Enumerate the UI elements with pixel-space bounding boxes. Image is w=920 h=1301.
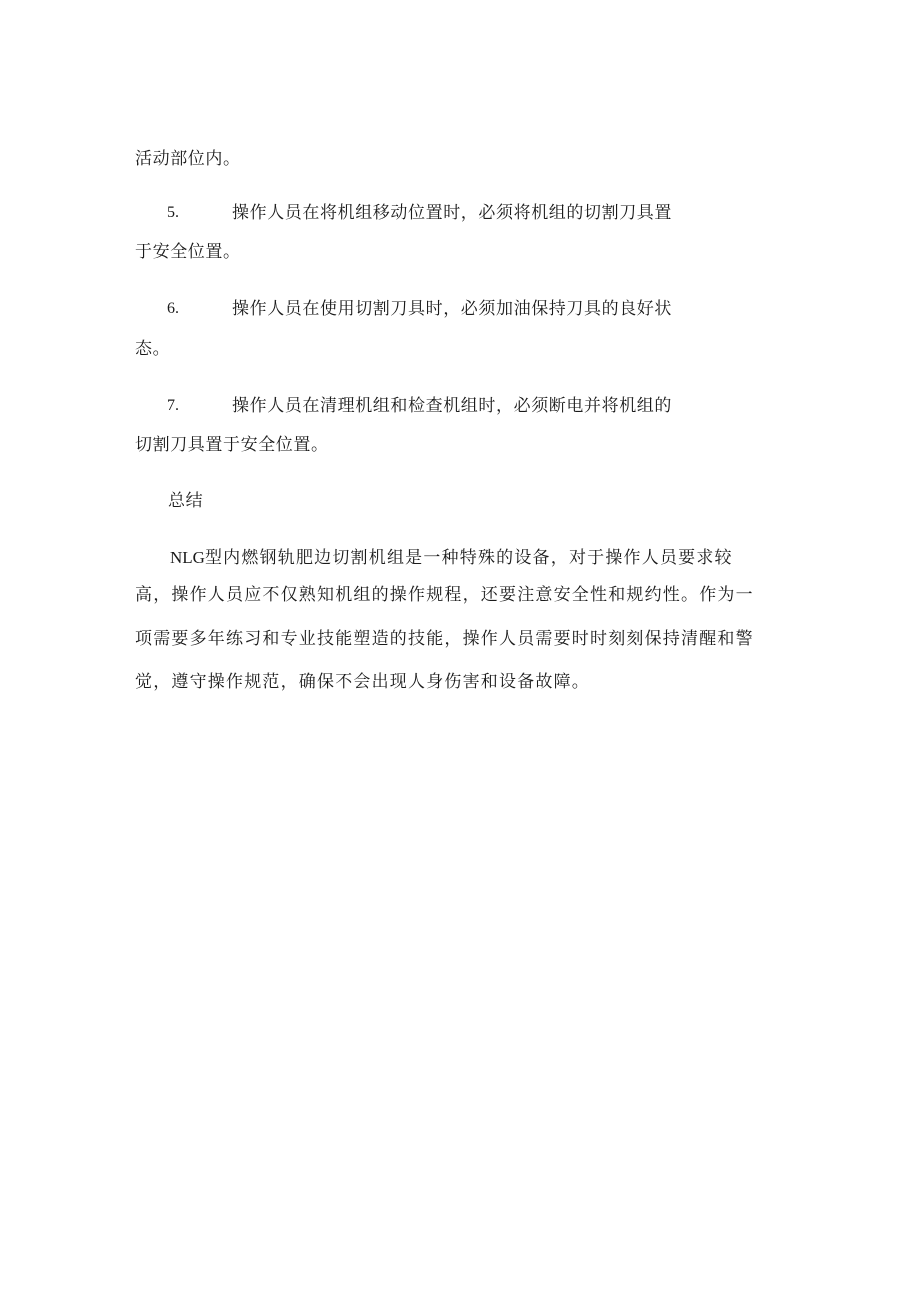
item-5-line1: 操作人员在将机组移动位置时，必须将机组的切割刀具置 [232, 203, 672, 223]
item-7-line1: 操作人员在清理机组和检查机组时，必须断电并将机组的 [232, 396, 672, 416]
item-5-line2: 于安全位置。 [135, 242, 241, 262]
summary-heading: 总结 [168, 491, 204, 511]
continuation-text: 活动部位内。 [135, 149, 241, 169]
item-6-number: 6. [167, 300, 179, 317]
item-6-line1: 操作人员在使用切割刀具时，必须加油保持刀具的良好状 [232, 299, 672, 319]
summary-line-1 [170, 547, 733, 569]
summary-line-1-rest: 型内燃钢轨肥边切割机组是一种特殊的设备，对于操作人员要求较 [204, 548, 733, 568]
summary-line-3: 项需要多年练习和专业技能塑造的技能，操作人员需要时时刻刻保持清醒和警 [135, 629, 754, 649]
item-5-number: 5. [167, 204, 179, 221]
summary-prefix: NLG [170, 548, 205, 567]
summary-line-4: 觉，遵守操作规范，确保不会出现人身伤害和设备故障。 [135, 672, 590, 692]
item-7-line2: 切割刀具置于安全位置。 [135, 435, 329, 455]
item-7-number: 7. [167, 397, 179, 414]
summary-line-2: 高，操作人员应不仅熟知机组的操作规程，还要注意安全性和规约性。作为一 [135, 585, 754, 605]
item-6-line2: 态。 [135, 339, 171, 359]
